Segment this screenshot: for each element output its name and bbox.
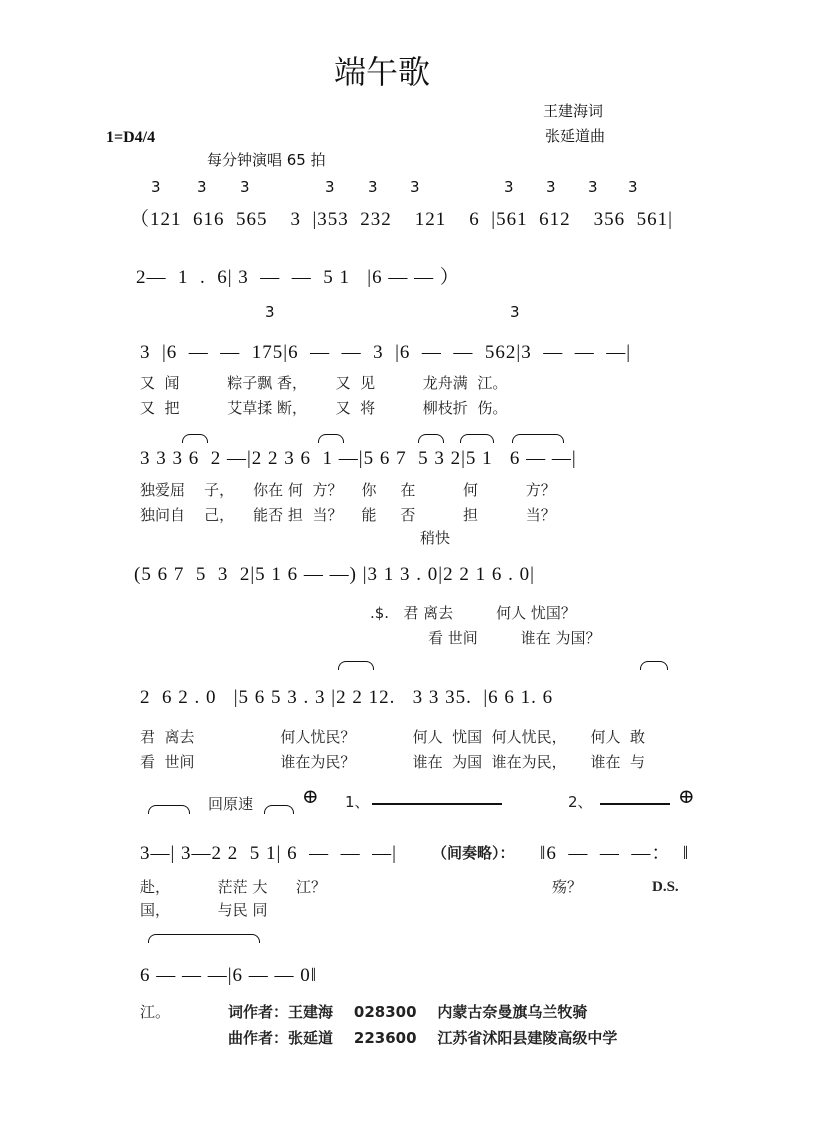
- lyrics-row-7-ending: 殇？: [552, 878, 583, 896]
- notation-row-5: (5 6 7 5 3 2|5 1 6 — —) |3 1 3 . 0|2 2 1 6 . 0|: [134, 564, 535, 585]
- lyrics-row-6-verse-2: 看 世间 谁在为民？ 谁在 为国 谁在为民， 谁在 与: [140, 753, 646, 771]
- key-signature: 1=D4/4: [106, 129, 156, 146]
- lyricist-credit: 词作者：王建海 028300 内蒙古奈曼旗乌兰牧骑: [228, 1003, 588, 1021]
- slur: [182, 434, 208, 443]
- notation-row-2: 2— 1 . 6| 3 — — 5 1 |6 — — ）: [136, 267, 460, 288]
- triplet-mark: 3: [240, 178, 250, 196]
- lyrics-row-4-verse-2: 独问自 己， 能否 担 当？ 能 否 担 当？: [140, 506, 556, 524]
- slur: [640, 661, 668, 670]
- composer-credit: 曲作者：张延道 223600 江苏省沭阳县建陵高级中学: [228, 1029, 618, 1047]
- triplet-mark: 3: [628, 178, 638, 196]
- notation-row-7-ending: ‖6 — — —： ‖: [540, 843, 690, 864]
- volta-1-bracket: [372, 803, 502, 805]
- interlude-marking: （间奏略）：: [432, 844, 515, 862]
- triplet-mark: 3: [410, 178, 420, 196]
- lyrics-row-3-verse-2: 又 把 艾草揉 断， 又 将 柳枝折 伤。: [140, 399, 508, 417]
- tempo-marking: 每分钟演唱 65 拍: [207, 151, 326, 169]
- lyrics-row-5-verse-2: 看 世间 谁在 为国？: [428, 629, 601, 647]
- lyrics-row-8: 江。: [140, 1003, 171, 1021]
- slur: [460, 434, 494, 443]
- lyrics-row-5-verse-1: .$. 君 离去 何人 忧国？: [370, 604, 576, 622]
- volta-2-bracket: [600, 803, 670, 805]
- tempo-return-marking: 回原速: [208, 795, 254, 813]
- composer: 张延道曲: [545, 127, 606, 145]
- volta-2-label: 2、: [568, 793, 593, 811]
- triplet-mark: 3: [510, 303, 520, 321]
- slur: [318, 434, 344, 443]
- triplet-mark: 3: [265, 303, 275, 321]
- tempo-change-marking: 稍快: [420, 529, 451, 547]
- volta-1-label: 1、: [345, 793, 370, 811]
- triplet-mark: 3: [197, 178, 207, 196]
- coda-icon: ⊕: [302, 784, 319, 808]
- lyrics-row-6-verse-1: 君 离去 何人忧民？ 何人 忧国 何人忧民， 何人 敢: [140, 728, 646, 746]
- slur: [512, 434, 564, 443]
- triplet-mark: 3: [325, 178, 335, 196]
- notation-row-8: 6 — — —|6 — — 0‖: [140, 965, 318, 986]
- notation-row-4: 3 3 3 6 2 —|2 2 3 6 1 —|5 6 7 5 3 2|5 1 6 — —|: [140, 448, 577, 469]
- notation-row-1: （121 616 565 3 |353 232 121 6 |561 612 356 561|: [130, 209, 673, 230]
- slur: [148, 805, 190, 814]
- lyrics-row-7-verse-2: 国， 与民 同: [140, 901, 268, 919]
- triplet-mark: 3: [368, 178, 378, 196]
- notation-row-7: 3—| 3—2 2 5 1| 6 — — —|: [140, 843, 397, 864]
- notation-row-3: 3 |6 — — 175|6 — — 3 |6 — — 562|3 — — —|: [140, 342, 632, 363]
- triplet-mark: 3: [151, 178, 161, 196]
- slur: [264, 805, 294, 814]
- triplet-mark: 3: [504, 178, 514, 196]
- triplet-mark: 3: [546, 178, 556, 196]
- lyrics-row-3-verse-1: 又 闻 粽子飘 香， 又 见 龙舟满 江。: [140, 374, 508, 392]
- slur: [148, 934, 260, 943]
- triplet-mark: 3: [588, 178, 598, 196]
- lyricist: 王建海词: [543, 102, 604, 120]
- song-title: 端午歌: [334, 53, 431, 91]
- slur: [418, 434, 444, 443]
- lyrics-row-7-verse-1: 赴， 茫茫 大 江？: [140, 878, 327, 896]
- notation-row-6: 2 6 2 . 0 |5 6 5 3 . 3 |2 2 12. 3 3 35. |6 6 1. 6: [140, 687, 554, 708]
- lyrics-row-4-verse-1: 独爱屈 子， 你在 何 方？ 你 在 何 方？: [140, 481, 556, 499]
- slur: [338, 661, 374, 670]
- dal-segno-marking: D.S.: [652, 879, 679, 895]
- coda-icon: ⊕: [678, 784, 695, 808]
